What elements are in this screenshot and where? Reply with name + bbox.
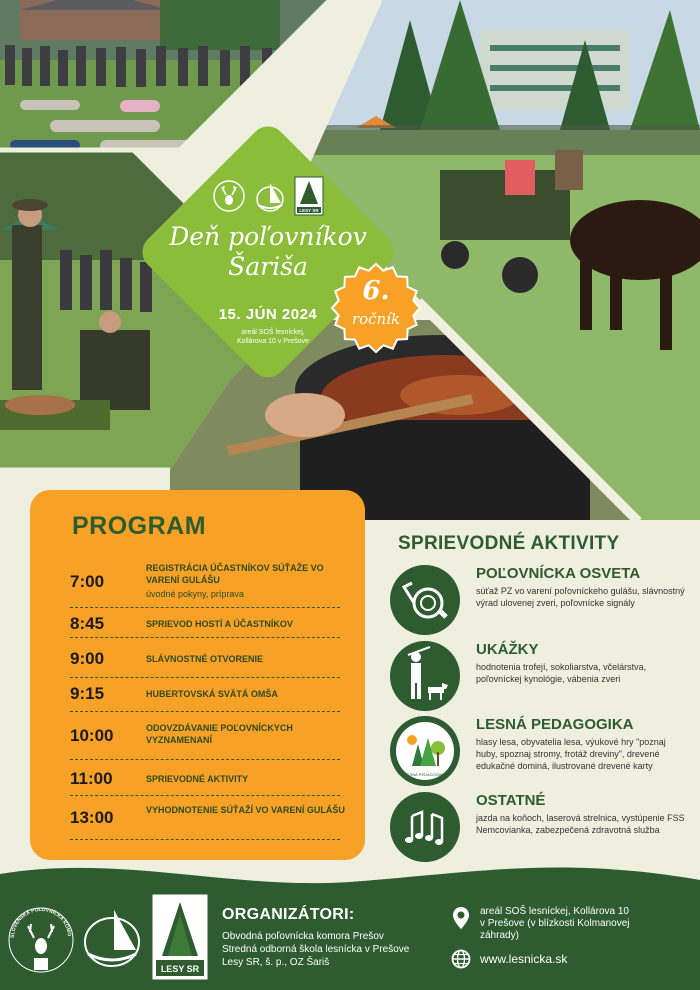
program-desc: VYHODNOTENIE SÚŤAŽÍ VO VARENÍ GULÁŠU — [146, 805, 345, 815]
program-row — [70, 638, 340, 678]
edition-badge — [330, 262, 422, 354]
activity-desc: hlasy lesa, obyvatelia lesa, výukové hry "poznaj huby, spoznaj stromy, frotáž dreviny", drevené edukačné dominá, ilustrované drevené karty — [476, 737, 666, 771]
program-time: 13:00 — [70, 808, 114, 827]
location-pin-icon — [452, 906, 470, 930]
lesy-sr-logo-icon — [294, 176, 324, 216]
program-row — [70, 608, 340, 638]
activity-title: UKÁŽKY — [476, 641, 539, 658]
venue-line: v Prešove (v blízkosti Kolmanovej — [480, 918, 630, 929]
lesy-sr-logo-text: LESY SR — [299, 208, 319, 213]
program-time: 8:45 — [70, 614, 105, 633]
activity-title: POĽOVNÍCKA OSVETA — [476, 565, 641, 582]
program-desc: SPRIEVODNÉ AKTIVITY — [146, 774, 249, 784]
activity-title: LESNÁ PEDAGOGIKA — [476, 716, 634, 733]
activity-desc: hodnotenia trofejí, sokoliarstva, včelárstva, poľovníckej kynológie, vábenia zveri — [476, 662, 647, 684]
activity-item — [390, 716, 690, 788]
forest-pedagogy-logo-text: LESNÁ PEDAGOGIKA — [404, 772, 446, 777]
program-desc: ODOVZDÁVANIE POĽOVNÍCKYCH VYZNAMENANÍ — [146, 723, 293, 745]
program-note: úvodné pokyny, príprava — [146, 589, 244, 599]
program-time: 11:00 — [70, 769, 113, 788]
organizer-line: Obvodná poľovnícka komora Prešov — [222, 931, 384, 942]
program-row — [70, 796, 345, 840]
activity-item — [390, 565, 690, 637]
music-notes-icon — [390, 792, 460, 862]
venue-line: areál SOŠ lesníckej, Kollárova 10 — [480, 906, 629, 917]
edition-number: 6. — [362, 276, 390, 306]
event-venue-line2: Kollárova 10 v Prešove — [237, 338, 309, 345]
program-desc: SPRIEVOD HOSTÍ A ÚČASTNÍKOV — [146, 619, 293, 629]
lesy-sr-footer-logo-icon — [152, 894, 208, 980]
program-desc: HUBERTOVSKÁ SVÄTÁ OMŠA — [146, 689, 278, 699]
organizer-line: Lesy SR, š. p., OZ Šariš — [222, 957, 330, 968]
program-title: PROGRAM — [72, 512, 207, 540]
program-row — [70, 712, 340, 760]
school-sail-footer-logo-icon — [82, 904, 142, 974]
program-time: 9:00 — [70, 649, 105, 668]
hunting-chamber-footer-logo-icon — [6, 892, 76, 982]
activity-title: OSTATNÉ — [476, 792, 546, 809]
hunter-with-dog-icon — [390, 641, 460, 711]
event-venue — [208, 328, 338, 346]
hunting-chamber-logo-icon — [212, 177, 246, 215]
event-date: 15. JÚN 2024 — [218, 306, 318, 323]
forest-pedagogy-icon — [390, 716, 460, 786]
organizers-title: ORGANIZÁTORI: — [222, 906, 355, 923]
program-time: 7:00 — [70, 572, 105, 591]
event-venue-line1: areál SOŠ lesníckej, — [241, 329, 305, 336]
activities-title: SPRIEVODNÉ AKTIVITY — [398, 533, 620, 554]
activity-item — [390, 792, 690, 864]
program-time: 9:15 — [70, 684, 105, 703]
program-row — [70, 678, 340, 712]
activity-desc: jazda na koňoch, laserová strelnica, vystúpenie FSS Nemcovianka, zabezpečená zdravotná služba — [476, 813, 685, 835]
program-row — [70, 760, 340, 796]
event-title-line2: Šariša — [228, 252, 308, 281]
organizer-line: Stredná odborná škola lesnícka v Prešove — [222, 944, 410, 955]
edition-label: ročník — [351, 310, 401, 328]
activity-item — [390, 641, 690, 713]
hunting-horn-icon — [390, 565, 460, 635]
svg-text:SLOVENSKÁ POĽOVNÍCKA KOMORA — [6, 892, 72, 938]
partner-logos — [212, 174, 324, 218]
program-time: 10:00 — [70, 726, 114, 745]
venue-line: záhrady) — [480, 930, 519, 941]
program-desc: SLÁVNOSTNÉ OTVORENIE — [146, 654, 264, 664]
activity-desc: súťaž PZ vo varení poľovníckeho gulášu, slávnostný výrad ulovenej zveri, poľovnícke signály — [476, 586, 685, 608]
program-row — [70, 558, 340, 608]
lesy-sr-footer-text: LESY SR — [160, 964, 200, 974]
chamber-logo-text: SLOVENSKÁ POĽOVNÍCKA KOMO — [9, 906, 72, 939]
footer — [0, 860, 700, 990]
website-link[interactable]: www.lesnicka.sk — [480, 952, 568, 966]
program-panel — [30, 490, 365, 860]
school-sail-logo-icon — [255, 179, 285, 213]
program-desc: REGISTRÁCIA ÚČASTNÍKOV SÚŤAŽE VO VARENÍ GULÁŠU — [146, 563, 324, 585]
globe-icon — [451, 949, 471, 969]
event-title-line1: Deň poľovníkov — [169, 222, 367, 251]
